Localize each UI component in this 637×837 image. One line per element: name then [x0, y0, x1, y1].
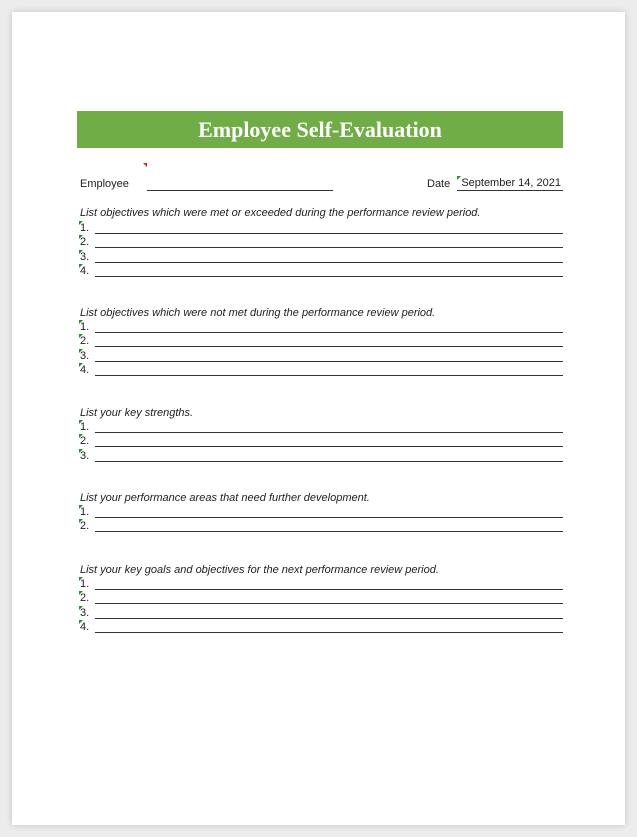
form-title: Employee Self-Evaluation	[77, 111, 563, 148]
answer-line[interactable]	[95, 531, 563, 532]
answer-line[interactable]	[95, 332, 563, 333]
answer-line[interactable]	[95, 361, 563, 362]
cell-marker	[79, 250, 83, 254]
cell-marker	[79, 620, 83, 624]
answer-line[interactable]	[95, 632, 563, 633]
employee-label: Employee	[80, 178, 129, 190]
item-number	[80, 251, 94, 263]
item-number-label: 3.	[80, 349, 90, 362]
item-number-label: 1.	[80, 222, 90, 234]
document-page	[12, 12, 625, 825]
section-prompt: List objectives which were not met during the performance review period.	[80, 307, 436, 319]
item-number-label: 2.	[80, 335, 90, 348]
item-number-label: 4.	[80, 620, 90, 633]
item-number-label: 2.	[80, 520, 90, 533]
item-number-label: 3.	[80, 606, 90, 619]
cell-marker	[79, 420, 83, 424]
answer-line[interactable]	[95, 603, 563, 604]
item-number	[80, 435, 94, 447]
cell-marker	[79, 577, 83, 581]
item-number	[80, 222, 94, 234]
item-number	[80, 607, 94, 619]
cell-marker	[79, 320, 83, 324]
answer-line[interactable]	[95, 589, 563, 590]
item-number	[80, 364, 94, 376]
cell-marker	[79, 334, 83, 338]
answer-line[interactable]	[95, 346, 563, 347]
item-number	[80, 578, 94, 590]
item-number	[80, 592, 94, 604]
cell-marker	[79, 235, 83, 239]
cell-marker	[79, 434, 83, 438]
cell-marker	[79, 606, 83, 610]
item-number	[80, 236, 94, 248]
cell-marker	[79, 505, 83, 509]
item-number	[80, 450, 94, 462]
date-value: September 14, 2021	[461, 177, 561, 189]
answer-line[interactable]	[95, 233, 563, 234]
cell-marker	[79, 264, 83, 268]
cell-marker	[79, 519, 83, 523]
item-number	[80, 350, 94, 362]
cell-marker	[79, 349, 83, 353]
cell-marker	[79, 363, 83, 367]
item-number-label: 2.	[80, 236, 90, 249]
item-number	[80, 506, 94, 518]
item-number-label: 1.	[80, 321, 90, 333]
employee-field[interactable]	[147, 190, 333, 191]
answer-line[interactable]	[95, 446, 563, 447]
answer-line[interactable]	[95, 461, 563, 462]
answer-line[interactable]	[95, 262, 563, 263]
section-prompt: List your key strengths.	[80, 407, 194, 419]
item-number-label: 4.	[80, 363, 90, 376]
date-field[interactable]	[457, 177, 563, 191]
section-prompt: List your performance areas that need further development.	[80, 492, 370, 504]
cell-marker	[79, 221, 83, 225]
item-number-label: 3.	[80, 449, 90, 462]
item-number	[80, 335, 94, 347]
cell-marker	[79, 449, 83, 453]
answer-line[interactable]	[95, 247, 563, 248]
answer-line[interactable]	[95, 618, 563, 619]
answer-line[interactable]	[95, 276, 563, 277]
answer-line[interactable]	[95, 432, 563, 433]
item-number	[80, 621, 94, 633]
section-prompt: List objectives which were met or exceeded during the performance review period.	[80, 207, 481, 219]
answer-line[interactable]	[95, 375, 563, 376]
cell-marker	[79, 591, 83, 595]
date-label: Date	[427, 178, 451, 190]
section-prompt: List your key goals and objectives for the next performance review period.	[80, 564, 439, 576]
item-number	[80, 520, 94, 532]
item-number-label: 1.	[80, 506, 90, 518]
answer-line[interactable]	[95, 517, 563, 518]
item-number-label: 2.	[80, 435, 90, 448]
item-number-label: 3.	[80, 250, 90, 263]
item-number-label: 4.	[80, 264, 90, 277]
item-number	[80, 421, 94, 433]
item-number-label: 1.	[80, 578, 90, 590]
item-number-label: 2.	[80, 592, 90, 605]
item-number	[80, 265, 94, 277]
comment-marker	[143, 163, 147, 167]
item-number	[80, 321, 94, 333]
item-number-label: 1.	[80, 421, 90, 433]
